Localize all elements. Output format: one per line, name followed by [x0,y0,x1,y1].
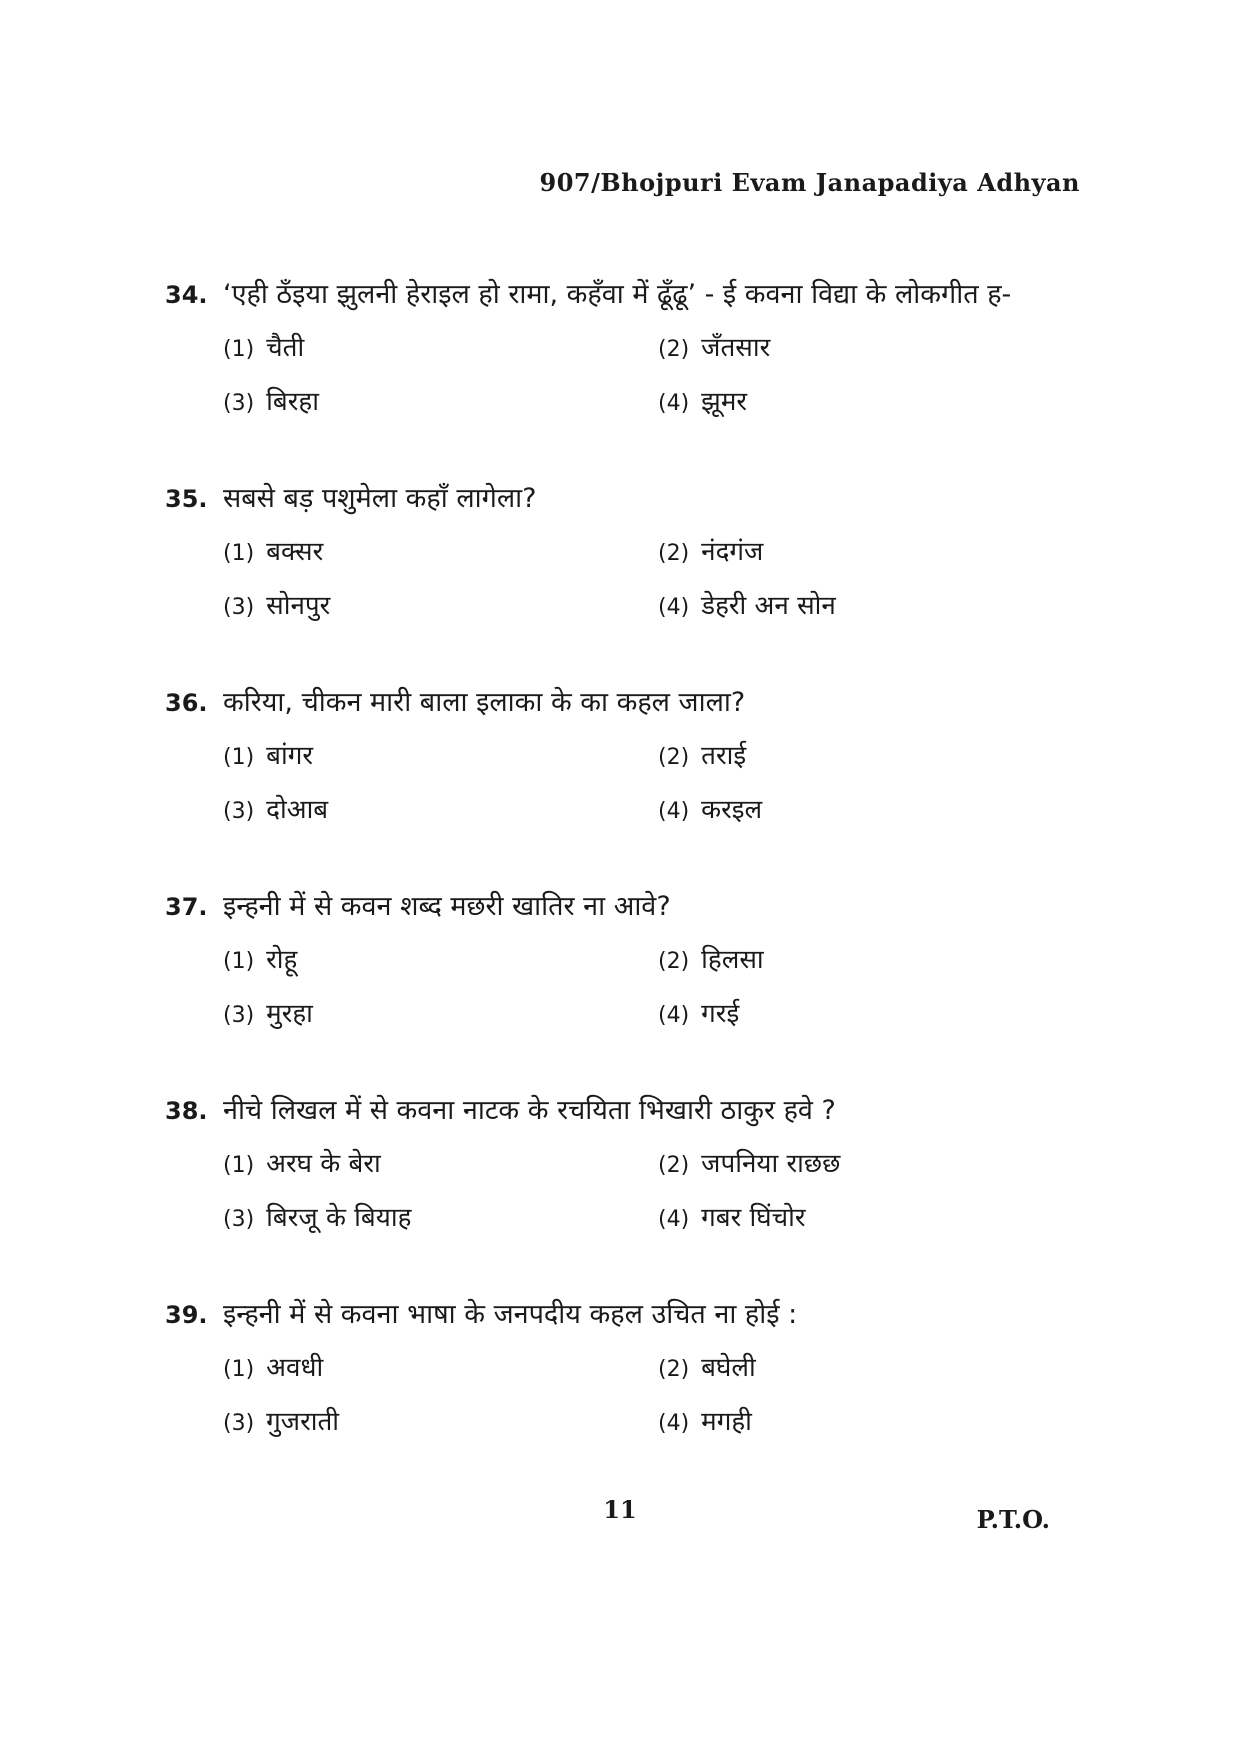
option-1 [223,938,658,984]
question-34 [165,270,1085,426]
option-text: जँतसार [701,333,771,363]
option-number: (2) [658,1357,690,1382]
question-35 [165,474,1085,630]
please-turn-over: P.T.O. [976,1505,1050,1534]
option-number: (4) [658,1411,690,1436]
question-number: 36. [165,689,208,717]
option-number: (3) [223,1003,255,1028]
option-text: बिरहा [266,387,319,417]
option-number: (4) [658,595,690,620]
option-text: बिरजू के बियाह [266,1203,412,1233]
option-text: सोनपुर [266,591,331,621]
option-text: मगही [701,1407,752,1437]
option-text: गुजराती [266,1407,340,1437]
option-2 [658,1142,1093,1188]
option-4 [658,788,1093,834]
option-text: अरघ के बेरा [266,1149,381,1179]
option-text: नंदगंज [701,537,764,567]
option-text: मुरहा [266,999,313,1029]
option-number: (1) [223,1153,255,1178]
option-number: (1) [223,949,255,974]
option-text: चैती [266,333,305,363]
option-number: (1) [223,745,255,770]
option-1 [223,734,658,780]
option-number: (3) [223,1207,255,1232]
option-number: (2) [658,949,690,974]
question-39 [165,1290,1085,1446]
option-number: (1) [223,1357,255,1382]
option-4 [658,992,1093,1038]
option-grid [223,1142,1085,1242]
option-3 [223,380,658,426]
option-number: (4) [658,1003,690,1028]
option-2 [658,530,1093,576]
question-38 [165,1086,1085,1242]
option-number: (3) [223,391,255,416]
question-number: 35. [165,485,208,513]
option-3 [223,992,658,1038]
question-text: नीचे लिखल में से कवना नाटक के रचयिता भिखारी ठाकुर हवे ? [223,1095,836,1126]
option-4 [658,1196,1093,1242]
option-number: (1) [223,337,255,362]
option-2 [658,326,1093,372]
option-number: (3) [223,799,255,824]
question-text: ‘एही ठँइया झुलनी हेराइल हो रामा, कहँवा में ढूँढू’ - ई कवना विद्या के लोकगीत ह- [223,279,1012,310]
option-4 [658,380,1093,426]
option-number: (3) [223,595,255,620]
option-grid [223,530,1085,630]
option-text: अवधी [266,1353,324,1383]
question-37 [165,882,1085,1038]
option-number: (4) [658,391,690,416]
option-1 [223,1142,658,1188]
question-text: करिया, चीकन मारी बाला इलाका के का कहल जाला? [223,687,746,718]
option-number: (2) [658,541,690,566]
option-text: रोहू [266,945,298,975]
option-grid [223,938,1085,1038]
option-text: करइल [701,795,763,825]
option-2 [658,734,1093,780]
option-1 [223,326,658,372]
option-text: हिलसा [701,945,764,975]
page-number: 11 [603,1495,637,1524]
option-text: गबर घिंचोर [701,1203,806,1233]
option-text: गरई [701,999,740,1029]
option-text: डेहरी अन सोन [701,591,836,621]
option-text: बक्सर [266,537,324,567]
question-text: सबसे बड़ पशुमेला कहाँ लागेला? [223,483,537,514]
question-list [165,270,1085,1494]
option-1 [223,530,658,576]
question-number: 37. [165,893,208,921]
option-number: (4) [658,799,690,824]
option-grid [223,734,1085,834]
option-4 [658,584,1093,630]
question-number: 34. [165,281,208,309]
question-text: इन्हनी में से कवना भाषा के जनपदीय कहल उचित ना होई : [223,1299,798,1330]
question-36 [165,678,1085,834]
option-text: तराई [701,741,747,771]
question-text: इन्हनी में से कवन शब्द मछरी खातिर ना आवे? [223,891,671,922]
option-number: (2) [658,745,690,770]
option-grid [223,1346,1085,1446]
option-3 [223,1196,658,1242]
option-3 [223,788,658,834]
paper-code: 907/Bhojpuri Evam Janapadiya Adhyan [539,168,1080,197]
option-text: बघेली [701,1353,756,1383]
option-number: (1) [223,541,255,566]
question-number: 38. [165,1097,208,1125]
option-text: दोआब [266,795,329,825]
option-3 [223,1400,658,1446]
option-grid [223,326,1085,426]
option-text: बांगर [266,741,314,771]
option-4 [658,1400,1093,1446]
option-text: जपनिया राछछ [701,1149,841,1179]
question-number: 39. [165,1301,208,1329]
option-number: (2) [658,337,690,362]
option-text: झूमर [701,387,748,417]
option-3 [223,584,658,630]
option-number: (3) [223,1411,255,1436]
option-number: (2) [658,1153,690,1178]
option-2 [658,1346,1093,1392]
option-1 [223,1346,658,1392]
option-2 [658,938,1093,984]
option-number: (4) [658,1207,690,1232]
